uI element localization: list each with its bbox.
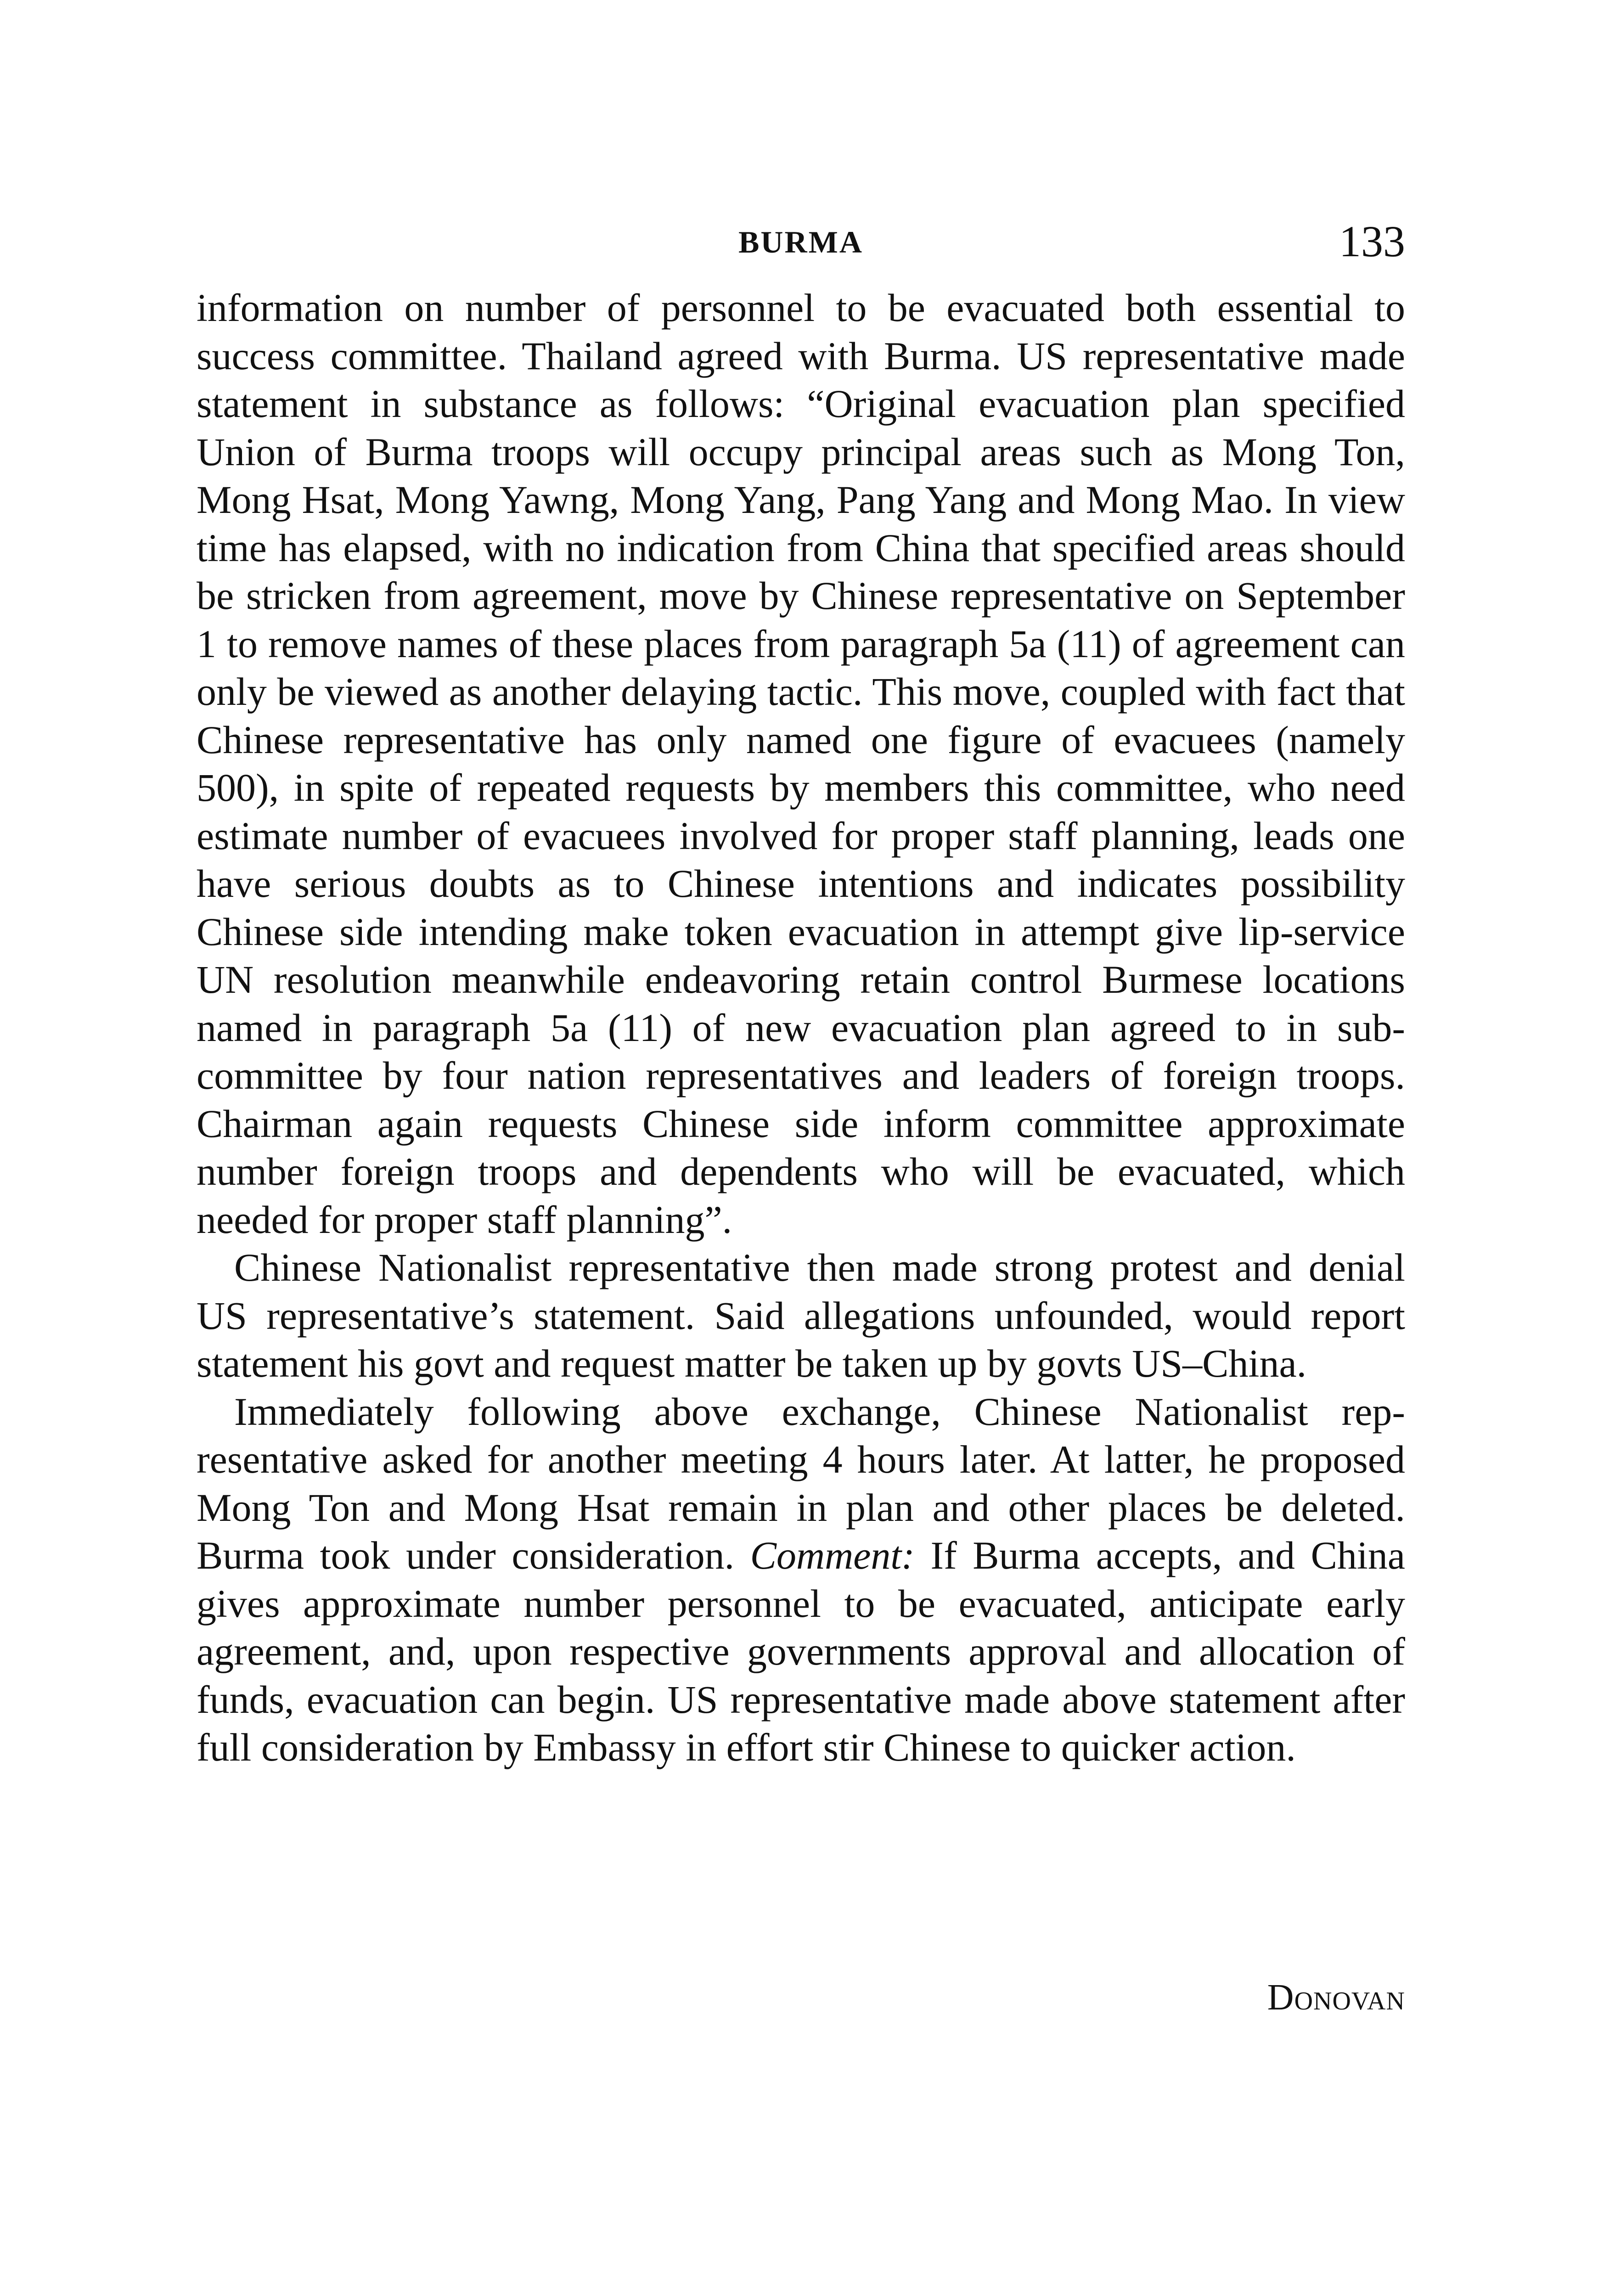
body-text bbox=[197, 284, 1405, 1772]
paragraph-2: Chinese Nationalist representative then made strong protest and denial US representative’s statement. Said allegations unfounded, would report statement his govt and request matter be taken up by govts US–China. bbox=[197, 1245, 1405, 1385]
paragraph-1: information on number of personnel to be evacuated both essential to success committee. Thailand agreed with Burma. US representative made statement in substance as follows: “Original evacuation plan specified Union of Burma troops will occupy principal areas such as Mong Ton, Mong Hsat, Mong Yawng, Mong Yang, Pang Yang and Mong Mao. In view time has elapsed, with no indication from China that specified areas should be stricken from agreement, move by Chinese representative on September 1 to remove names of these places from paragraph 5a (11) of agreement can only be viewed as another delaying tactic. This move, coupled with fact that Chinese representative has only named one figure of evacuees (namely 500), in spite of repeated requests by members this committee, who need estimate number of evacuees involved for proper staff planning, leads one have serious doubts as to Chinese intentions and indicates possibility Chinese side intending make token evacuation in attempt give lip-service UN resolution meanwhile endeavoring retain control Burmese locations named in paragraph 5a (11) of new evacuation plan agreed to in sub-committee by four nation representatives and leaders of foreign troops. Chairman again requests Chinese side inform committee approximate number foreign troops and dependents who will be evacuated, which needed for proper staff planning”. bbox=[197, 286, 1405, 1242]
page-number: 133 bbox=[1339, 217, 1405, 266]
paragraph-3-text: Immediately following above exchange, Chinese Nationalist representative asked for another meeting 4 hours later. At latter, he proposed Mong Ton and Mong Hsat remain in plan and other places be deleted. Burma took under consideration. bbox=[197, 1389, 1405, 1577]
signature: Donovan bbox=[1267, 1977, 1405, 2018]
running-title: BURMA bbox=[738, 225, 863, 259]
comment-label: Comment: bbox=[750, 1533, 915, 1577]
running-header bbox=[197, 216, 1405, 271]
paragraph-3 bbox=[197, 1388, 1405, 1772]
paragraph-3-comment-text: If Burma accepts, and China gives approximate number personnel to be evacuated, anticipate early agreement, and, upon respective governments approval and allocation of funds, evacuation can begin. US representative made above statement after full consideration by Embassy in effort stir Chinese to quicker action. bbox=[197, 1533, 1405, 1769]
